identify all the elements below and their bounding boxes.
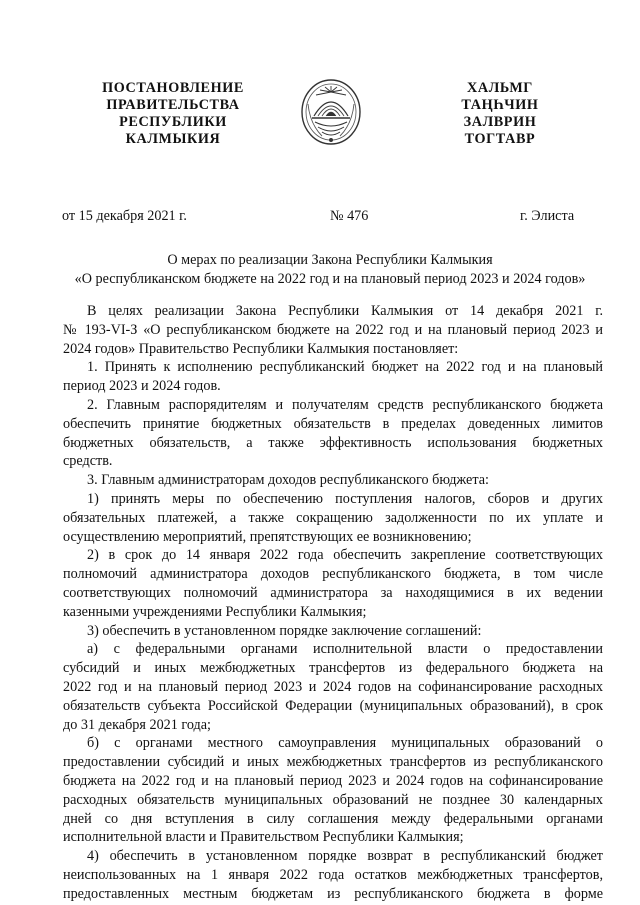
paragraph-line: 4) обеспечить в установленном порядке возврат в республиканский бюджет (87, 848, 603, 865)
paragraph-line: обязательств субъекта Российской Федерации (муниципальных образований), в срок (63, 697, 603, 714)
paragraph-line: № 193-VI-З «О республиканском бюджете на 2022 год и на плановый период 2023 и (63, 321, 603, 338)
paragraph-line: предоставленных местным бюджетам из республиканского бюджета в форме (63, 885, 603, 902)
header-right-line: ТОГТАВР (464, 131, 536, 147)
body-paragraph (63, 640, 603, 734)
document-title (40, 251, 620, 289)
body-paragraph (63, 490, 603, 546)
body-paragraph (63, 546, 603, 621)
paragraph-line: соответствующих полномочий администратора за находящимися в их ведении (63, 584, 603, 601)
paragraph-line: субсидий и иных межбюджетных трансфертов из федерального бюджета на (63, 660, 603, 677)
paragraph-line: средств. (63, 453, 113, 470)
header-left-line: КАЛМЫКИЯ (125, 131, 221, 147)
paragraph-line: казенными учреждениями Республики Калмыкия; (63, 603, 367, 620)
paragraph-line: б) с органами местного самоуправления муниципальных образований о (87, 735, 603, 752)
header-left-line: РЕСПУБЛИКИ (119, 114, 227, 130)
body-paragraph (63, 471, 603, 490)
paragraph-line: 2022 год и на плановый период 2023 и 2024 годов на софинансирование расходных (63, 678, 603, 695)
header-right-line: ЗАЛВРИН (463, 114, 537, 130)
paragraph-line: 2. Главным распорядителям и получателям средств республиканского бюджета (87, 396, 603, 413)
body-paragraph (63, 302, 603, 358)
coat-of-arms-icon (300, 78, 362, 146)
paragraph-line: период 2023 и 2024 годов. (63, 378, 221, 395)
header-left-block (88, 80, 258, 148)
document-body (63, 302, 603, 904)
paragraph-line: 1. Принять к исполнению республиканский бюджет на 2022 год и на плановый (87, 359, 603, 376)
header-right-line: ХАЛЬМГ (467, 80, 533, 96)
document-city: г. Элиста (520, 208, 575, 224)
paragraph-line: предоставлении субсидий и иных межбюджетных трансфертов из республиканского (63, 754, 603, 771)
document-number: № 476 (330, 208, 369, 224)
header-left-line: ПОСТАНОВЛЕНИЕ (102, 80, 244, 96)
header-left-line: ПРАВИТЕЛЬСТВА (106, 97, 240, 113)
body-paragraph (63, 847, 603, 903)
document-date: от 15 декабря 2021 г. (62, 208, 187, 224)
paragraph-line: полномочий администратора доходов республиканского бюджета, в том числе (63, 566, 603, 583)
paragraph-line: бюджетных обязательств, а также эффективность использования бюджетных (63, 434, 603, 451)
paragraph-line: бюджета на 2022 год и на плановый период 2023 и 2024 годов на софинансирование (63, 772, 603, 789)
body-paragraph (63, 622, 603, 641)
paragraph-line: дней со дня вступления в силу соглашения между федеральными органами (63, 810, 603, 827)
title-line: О мерах по реализации Закона Республики Калмыкия (167, 252, 493, 268)
paragraph-line: обеспечить принятие бюджетных обязательств в пределах доведенных лимитов (63, 415, 603, 432)
paragraph-line: 1) принять меры по обеспечению поступления налогов, сборов и других (87, 490, 603, 507)
paragraph-line: до 31 декабря 2021 года; (63, 716, 211, 733)
paragraph-line: осуществлению мероприятий, препятствующих ее возникновению; (63, 528, 472, 545)
paragraph-line: 3) обеспечить в установленном порядке заключение соглашений: (87, 622, 482, 639)
body-paragraph (63, 734, 603, 847)
paragraph-line: 2024 годов» Правительство Республики Калмыкия постановляет: (63, 340, 459, 357)
body-paragraph (63, 358, 603, 396)
body-paragraph (63, 396, 603, 471)
title-line: «О республиканском бюджете на 2022 год и на плановый период 2023 и 2024 годов» (74, 271, 586, 287)
paragraph-line: расходных обязательств муниципальных образований не позднее 30 календарных (63, 791, 603, 808)
paragraph-line: 2) в срок до 14 января 2022 года обеспечить закрепление соответствующих (87, 547, 603, 564)
paragraph-line: обязательных платежей, а также сокращению задолженности по их уплате и (63, 509, 603, 526)
header-right-line: ТАҢҺЧИН (461, 97, 539, 113)
paragraph-line: В целях реализации Закона Республики Калмыкия от 14 декабря 2021 г. (87, 303, 603, 319)
header-right-block (440, 80, 560, 148)
paragraph-line: исполнительной власти и Правительством Республики Калмыкия; (63, 829, 464, 846)
paragraph-line: а) с федеральными органами исполнительной власти о предоставлении (87, 641, 603, 658)
paragraph-line: неиспользованных на 1 января 2022 года остатков межбюджетных трансфертов, (63, 866, 603, 883)
paragraph-line: 3. Главным администраторам доходов республиканского бюджета: (87, 472, 489, 489)
